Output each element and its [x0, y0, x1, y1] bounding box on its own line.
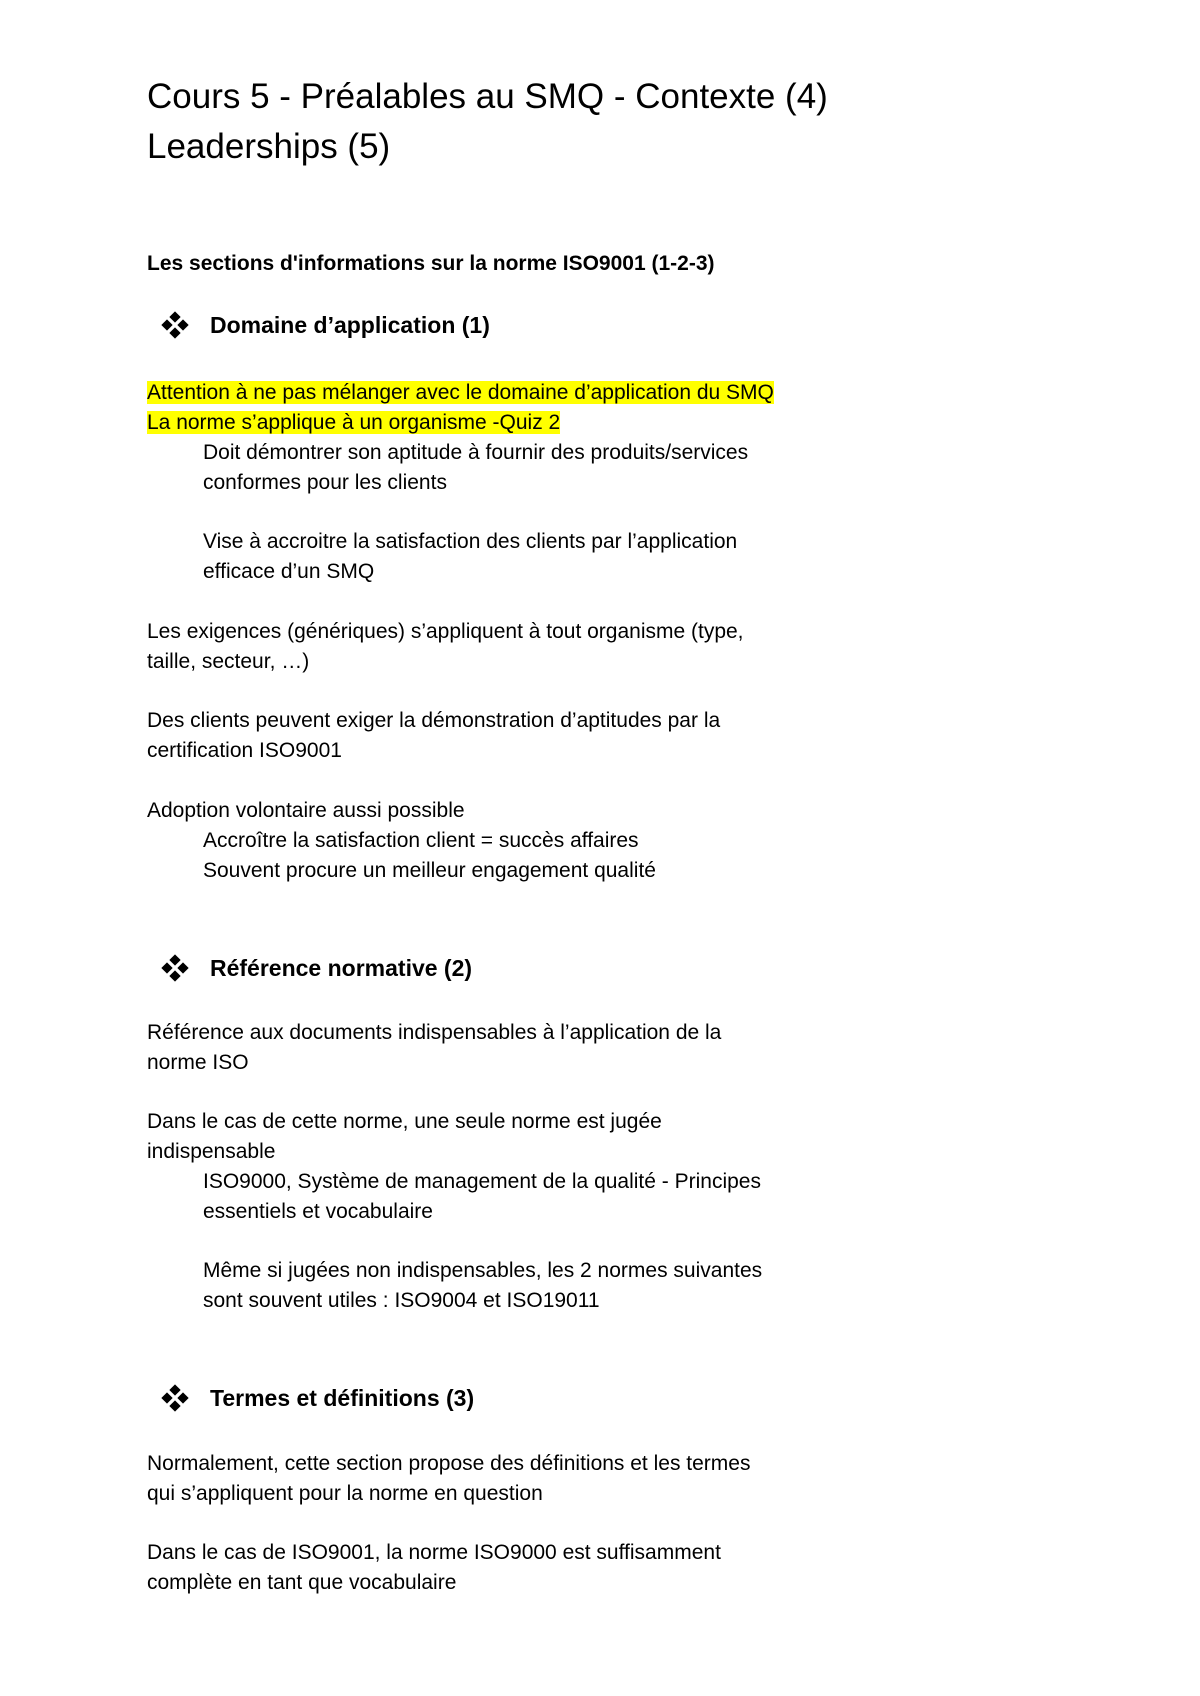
highlight-line-1: Attention à ne pas mélanger avec le domaine d’application du SMQ	[147, 381, 774, 404]
text-line: qui s’appliquent pour la norme en question	[147, 1482, 543, 1505]
text-line: Des clients peuvent exiger la démonstration d’aptitudes par la	[147, 709, 721, 732]
section-heading-reference	[162, 952, 472, 984]
text-line: Les exigences (génériques) s’appliquent à tout organisme (type,	[147, 620, 744, 643]
text-line: conformes pour les clients	[203, 471, 447, 494]
text-line: Dans le cas de ISO9001, la norme ISO9000 est suffisamment	[147, 1541, 721, 1564]
page-title	[147, 72, 907, 172]
text-line: Vise à accroitre la satisfaction des clients par l’application	[203, 530, 738, 553]
text-line: indispensable	[147, 1140, 276, 1163]
text-line: Normalement, cette section propose des définitions et les termes	[147, 1452, 751, 1475]
text-line: Référence aux documents indispensables à l’application de la	[147, 1021, 722, 1044]
paragraph	[147, 1538, 847, 1598]
diamond-bullet-icon	[162, 312, 188, 338]
text-line: ISO9000, Système de management de la qualité - Principes	[203, 1170, 761, 1193]
highlight-line-2: La norme s’applique à un organisme -Quiz 2	[147, 411, 561, 434]
diamond-bullet-icon	[162, 1385, 188, 1411]
text-line: sont souvent utiles : ISO9004 et ISO19011	[203, 1289, 600, 1312]
highlighted-note	[147, 378, 847, 438]
intro-heading: Les sections d'informations sur la norme ISO9001 (1-2-3)	[147, 252, 715, 275]
sub-paragraph	[203, 826, 843, 886]
section-heading-label: Termes et définitions (3)	[210, 1385, 475, 1411]
text-line: Doit démontrer son aptitude à fournir des produits/services	[203, 441, 749, 464]
paragraph	[147, 617, 847, 677]
section-heading-label: Domaine d’application (1)	[210, 312, 490, 338]
paragraph	[147, 1018, 847, 1078]
section-heading-label: Référence normative (2)	[210, 955, 473, 981]
text-line: norme ISO	[147, 1051, 249, 1074]
sub-paragraph	[203, 1167, 843, 1227]
title-line-1: Cours 5 - Préalables au SMQ - Contexte (4)	[147, 77, 828, 116]
title-line-2: Leaderships (5)	[147, 127, 391, 166]
paragraph	[147, 1107, 847, 1167]
text-line: essentiels et vocabulaire	[203, 1200, 433, 1223]
text-line: taille, secteur, …)	[147, 650, 310, 673]
text-line: Souvent procure un meilleur engagement qualité	[203, 859, 656, 882]
text-line: Accroître la satisfaction client = succès affaires	[203, 829, 639, 852]
text-line: certification ISO9001	[147, 739, 342, 762]
text-line: efficace d’un SMQ	[203, 560, 375, 583]
paragraph	[147, 706, 847, 766]
sub-paragraph	[203, 438, 843, 498]
diamond-bullet-icon	[162, 955, 188, 981]
text-line: Dans le cas de cette norme, une seule norme est jugée	[147, 1110, 662, 1133]
paragraph	[147, 1449, 847, 1509]
section-heading-termes	[162, 1382, 474, 1414]
text-line: Même si jugées non indispensables, les 2 normes suivantes	[203, 1259, 763, 1282]
sub-paragraph	[203, 527, 843, 587]
paragraph: Adoption volontaire aussi possible	[147, 799, 465, 822]
sub-paragraph	[203, 1256, 843, 1316]
text-line: complète en tant que vocabulaire	[147, 1571, 457, 1594]
section-heading-domaine	[162, 309, 490, 341]
